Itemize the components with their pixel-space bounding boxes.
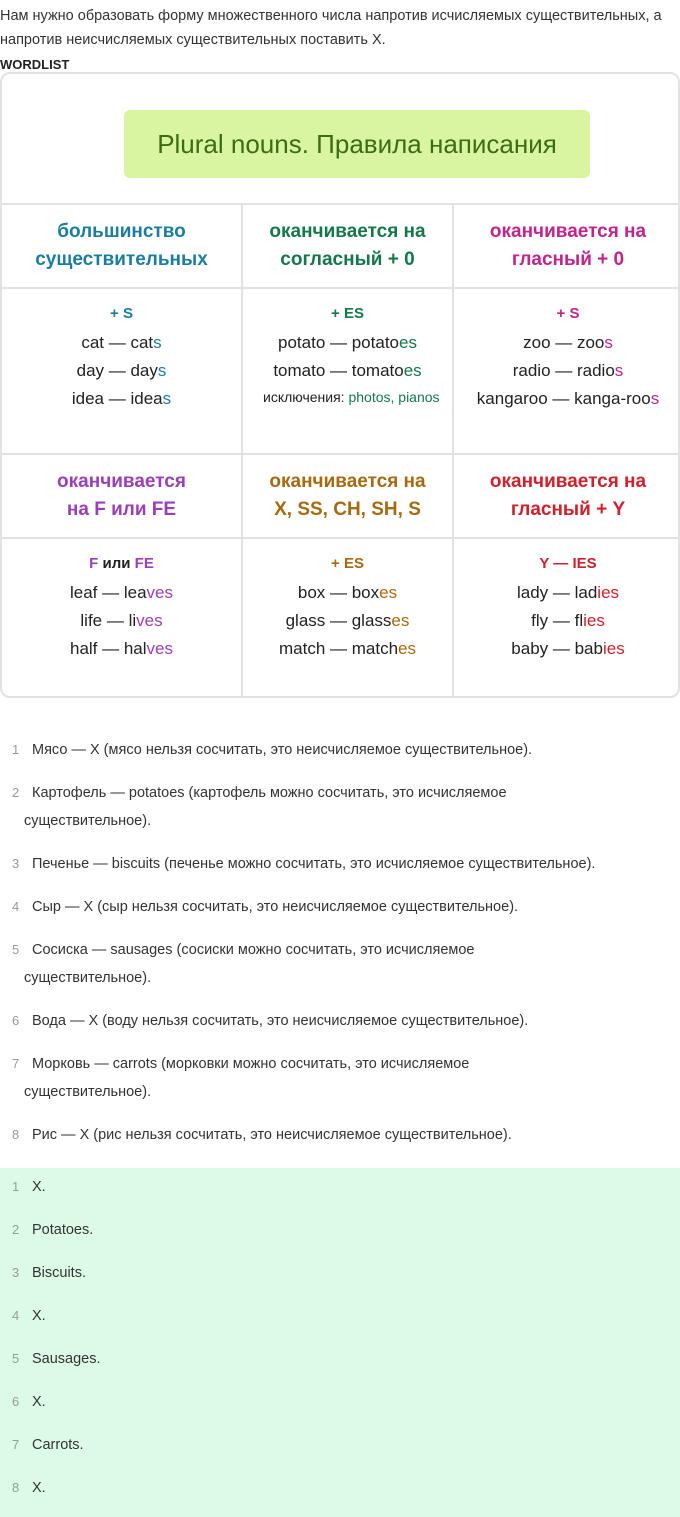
- answer-item: [0, 1388, 680, 1416]
- exceptions-label: исключения:: [263, 389, 349, 405]
- word-base: glass — glass: [285, 611, 392, 630]
- explanation-item: [0, 736, 680, 764]
- word-base: box — box: [297, 583, 380, 602]
- item-number: 1: [12, 742, 20, 757]
- item-text: Вода — X (воду нельзя сосчитать, это неисчисляемое существительное).: [32, 1013, 529, 1029]
- item-text: Сыр — X (сыр нельзя сосчитать, это неисчисляемое существительное).: [32, 899, 519, 915]
- answer-item: [0, 1431, 680, 1459]
- answer-text: Potatoes.: [32, 1222, 94, 1238]
- rule-heading: X, SS, CH, SH, S: [274, 499, 421, 520]
- rule-heading: существительных: [35, 249, 208, 270]
- plural-suffix: es: [403, 361, 422, 380]
- rule-heading: оканчивается на: [489, 471, 647, 492]
- plural-suffix: ies: [602, 639, 625, 658]
- exceptions: [243, 385, 452, 409]
- explanation-item: [0, 779, 680, 835]
- plural-suffix: ies: [597, 583, 620, 602]
- plural-suffix: ies: [583, 611, 605, 630]
- rule-heading: гласный + 0: [511, 249, 625, 270]
- rule-label: Y — IES: [539, 555, 597, 572]
- rule-heading: гласный + Y: [510, 499, 626, 520]
- answer-text: X.: [32, 1179, 46, 1195]
- table-cell: [2, 537, 243, 698]
- rule-label: + ES: [331, 555, 364, 572]
- explanation-item: [0, 936, 680, 992]
- table-cell: [2, 203, 243, 287]
- item-text: Мясо — X (мясо нельзя сосчитать, это неисчисляемое существительное).: [32, 742, 533, 758]
- answer-text: X.: [32, 1480, 46, 1496]
- answer-text: X.: [32, 1394, 46, 1410]
- rule-heading: оканчивается: [57, 471, 186, 492]
- item-text-continued: существительное).: [24, 813, 152, 829]
- wordlist-label: WORDLIST: [0, 57, 70, 72]
- plural-suffix: s: [157, 361, 167, 380]
- rule-heading: оканчивается на: [269, 221, 426, 242]
- answer-item: [0, 1216, 680, 1244]
- answer-item: [0, 1173, 680, 1201]
- word-base: radio — radio: [512, 361, 615, 380]
- plural-suffix: es: [391, 611, 410, 630]
- word-base: kangaroo — kanga-roo: [476, 389, 651, 408]
- rule-heading: на F или FE: [66, 499, 177, 520]
- word-pair: [454, 635, 680, 663]
- plural-suffix: s: [153, 333, 162, 352]
- word-base: leaf — lea: [69, 583, 147, 602]
- word-base: cat — cat: [81, 333, 154, 352]
- word-pair: [243, 635, 452, 663]
- item-number: 5: [12, 1351, 20, 1366]
- plural-suffix: s: [162, 389, 172, 408]
- rule-or: или: [98, 555, 135, 572]
- rule-heading: оканчивается на: [269, 471, 426, 492]
- table-cell: [454, 453, 680, 537]
- word-pair: [243, 579, 452, 607]
- item-number: 2: [12, 785, 20, 800]
- item-text: Печенье — biscuits (печенье можно сосчитать, это исчисляемое существительное).: [32, 856, 596, 872]
- word-pair: [243, 329, 452, 357]
- item-number: 2: [12, 1222, 20, 1237]
- word-pair: [454, 579, 680, 607]
- rule-heading: согласный + 0: [280, 249, 415, 270]
- table-cell: [2, 453, 243, 537]
- word-pair: [454, 607, 680, 635]
- plural-suffix: s: [604, 333, 613, 352]
- task-instructions: Нам нужно образовать форму множественного числа напротив исчисляемых существительных, а напротив неисчисляемых существительных поставить X.: [0, 8, 662, 48]
- item-text-continued: существительное).: [24, 970, 152, 986]
- answer-item: [0, 1345, 680, 1373]
- rule-label: [2, 539, 241, 579]
- item-number: 5: [12, 942, 20, 957]
- item-text-continued: существительное).: [24, 1084, 152, 1100]
- explanation-item: [0, 850, 680, 878]
- word-base: day — day: [76, 361, 158, 380]
- word-pair: [2, 357, 241, 385]
- word-base: tomato — tomato: [273, 361, 404, 380]
- explanation-item: [0, 1007, 680, 1035]
- word-base: zoo — zoo: [523, 333, 605, 352]
- rule-heading: большинство: [57, 221, 186, 242]
- table-cell: [454, 203, 680, 287]
- answer-text: Biscuits.: [32, 1265, 86, 1281]
- table-cell: [454, 537, 680, 698]
- plural-suffix: ves: [146, 583, 173, 602]
- explanation-item: [0, 1121, 680, 1149]
- item-number: 8: [12, 1127, 20, 1142]
- table-cell: [243, 287, 454, 453]
- item-text: Морковь — carrots (морковки можно сосчитать, это исчисляемое существительное).: [32, 1050, 676, 1106]
- table-cell: [243, 537, 454, 698]
- item-number: 7: [12, 1056, 20, 1071]
- item-number: 7: [12, 1437, 20, 1452]
- table-cell: [454, 287, 680, 453]
- plural-rules-table: [0, 72, 680, 698]
- explanation-item: [0, 893, 680, 921]
- table-cell: [243, 203, 454, 287]
- item-number: 4: [12, 1308, 20, 1323]
- word-pair: [2, 579, 241, 607]
- word-base: match — match: [278, 639, 399, 658]
- item-number: 1: [12, 1179, 20, 1194]
- item-number: 8: [12, 1480, 20, 1495]
- word-base: life — li: [80, 611, 137, 630]
- plural-suffix: s: [614, 361, 624, 380]
- word-pair: [454, 385, 680, 413]
- answer-item: [0, 1302, 680, 1330]
- answer-item: [0, 1259, 680, 1287]
- item-text: Рис — X (рис нельзя сосчитать, это неисчисляемое существительное).: [32, 1127, 512, 1143]
- exceptions-words: photos, pianos: [348, 389, 440, 405]
- answer-text: Carrots.: [32, 1437, 84, 1453]
- table-cell: [243, 453, 454, 537]
- item-number: 3: [12, 856, 20, 871]
- word-base: baby — bab: [511, 639, 603, 658]
- word-pair: [454, 329, 680, 357]
- plural-suffix: ves: [146, 639, 173, 658]
- plural-suffix: es: [379, 583, 398, 602]
- word-pair: [243, 357, 452, 385]
- word-pair: [243, 607, 452, 635]
- answer-item: [0, 1474, 680, 1502]
- word-base: potato — potato: [278, 333, 399, 352]
- explanation-item: [0, 1050, 680, 1106]
- word-pair: [2, 607, 241, 635]
- plural-suffix: es: [398, 639, 416, 658]
- rule-label: + S: [556, 305, 580, 322]
- table-title: Plural nouns. Правила написания: [124, 110, 590, 178]
- item-text: Картофель — potatoes (картофель можно сосчитать, это исчисляемое существительное).: [32, 779, 676, 835]
- word-pair: [454, 357, 680, 385]
- word-base: fly — fl: [531, 611, 584, 630]
- item-number: 6: [12, 1394, 20, 1409]
- word-pair: [2, 329, 241, 357]
- item-number: 4: [12, 899, 20, 914]
- plural-suffix: es: [399, 333, 417, 352]
- item-number: 3: [12, 1265, 20, 1280]
- rule-label: + ES: [331, 305, 364, 322]
- answer-text: X.: [32, 1308, 46, 1324]
- item-number: 6: [12, 1013, 20, 1028]
- table-cell: [2, 287, 243, 453]
- word-pair: [2, 385, 241, 413]
- plural-suffix: s: [650, 389, 660, 408]
- answer-text: Sausages.: [32, 1351, 101, 1367]
- rule-heading: оканчивается на: [489, 221, 647, 242]
- item-text: Сосиска — sausages (сосиски можно сосчитать, это исчисляемое существительное).: [32, 936, 676, 992]
- plural-suffix: ves: [136, 611, 163, 630]
- word-pair: [2, 635, 241, 663]
- rule-fe: FE: [134, 555, 154, 572]
- word-base: idea — idea: [71, 389, 163, 408]
- word-base: half — hal: [69, 639, 147, 658]
- rule-f: F: [89, 555, 99, 572]
- word-base: lady — lad: [516, 583, 598, 602]
- explanations-list: [0, 736, 680, 1164]
- rule-label: + S: [110, 305, 133, 322]
